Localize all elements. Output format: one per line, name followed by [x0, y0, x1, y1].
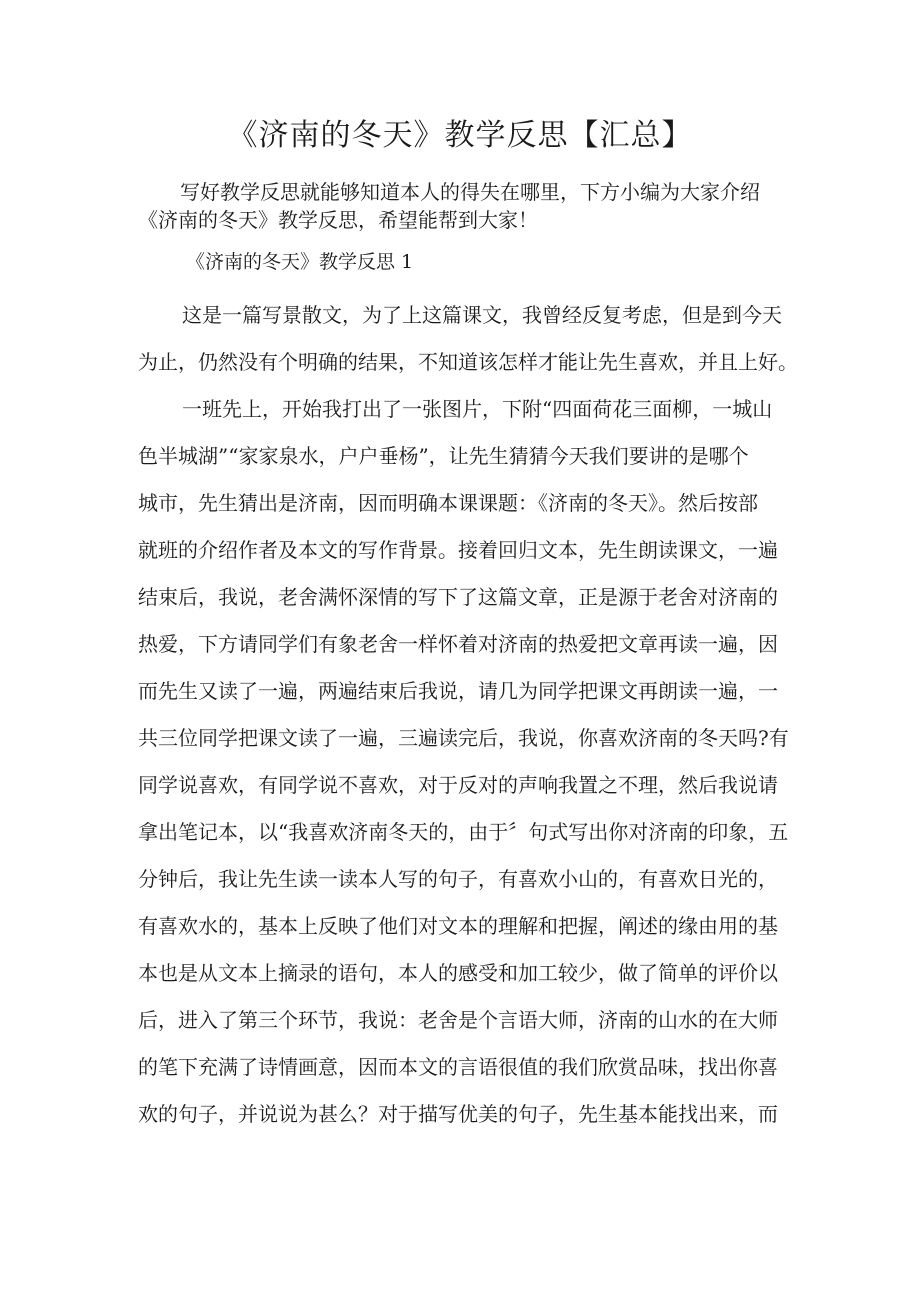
body-line: 分钟后，我让先生读一读本人写的句子，有喜欢小山的，有喜欢日光的，: [138, 867, 778, 891]
body-line: 共三位同学把课文读了一遍，三遍读完后，我说，你喜欢济南的冬天吗?有: [138, 726, 789, 750]
section-heading: 《济南的冬天》教学反思 1: [186, 251, 414, 273]
body-line: 本也是从文本上摘录的语句，本人的感受和加工较少，做了简单的评价以: [138, 961, 778, 985]
body-line: 后，进入了第三个环节，我说：老舍是个言语大师，济南的山水的在大师: [138, 1008, 778, 1032]
body-line: 就班的介绍作者及本文的写作背景。接着回归文本，先生朗读课文，一遍: [138, 538, 778, 562]
body-line: 一班先上，开始我打出了一张图片，下附“四面荷花三面柳，一城山: [182, 397, 773, 421]
body-line: 的笔下充满了诗情画意，因而本文的言语很值的我们欣赏品味，找出你喜: [138, 1055, 778, 1079]
intro-line: 《济南的冬天》教学反思，希望能帮到大家！: [138, 208, 538, 232]
body-line: 色半城湖”“家家泉水，户户垂杨”，让先生猜猜今天我们要讲的是哪个: [138, 444, 749, 468]
body-text: [138, 292, 798, 1138]
body-line: 欢的句子，并说说为甚么？对于描写优美的句子，先生基本能找出来，而: [138, 1102, 778, 1126]
body-line: 这是一篇写景散文，为了上这篇课文，我曾经反复考虑，但是到今天: [182, 303, 782, 327]
intro-paragraph: [138, 178, 818, 234]
body-line: 有喜欢水的，基本上反映了他们对文本的理解和把握，阐述的缘由用的基: [138, 914, 778, 938]
body-line: 结束后，我说，老舍满怀深情的写下了这篇文章，正是源于老舍对济南的: [138, 585, 778, 609]
body-line: 热爱，下方请同学们有象老舍一样怀着对济南的热爱把文章再读一遍，因: [138, 632, 778, 656]
body-line: 城市，先生猜出是济南，因而明确本课课题：《济南的冬天》。然后按部: [138, 491, 758, 515]
document-title: 《济南的冬天》教学反思【汇总】: [227, 118, 693, 153]
body-line: 同学说喜欢，有同学说不喜欢，对于反对的声响我置之不理，然后我说请: [138, 773, 778, 797]
intro-line: 写好教学反思就能够知道本人的得失在哪里，下方小编为大家介绍: [180, 180, 760, 204]
body-line: 为止，仍然没有个明确的结果，不知道该怎样才能让先生喜欢，并且上好。: [138, 350, 798, 374]
body-line: 拿出笔记本，以“我喜欢济南冬天的，由于〞句式写出你对济南的印象，五: [138, 820, 789, 844]
body-line: 而先生又读了一遍，两遍结束后我说，请几为同学把课文再朗读一遍，一: [138, 679, 778, 703]
